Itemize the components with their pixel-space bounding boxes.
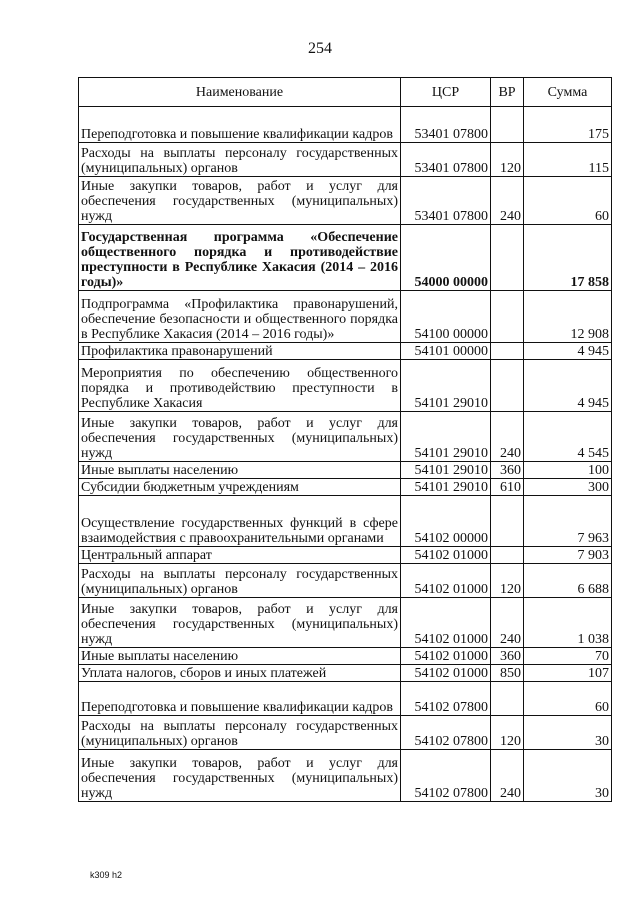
table-row xyxy=(79,564,612,598)
table-row xyxy=(79,547,612,564)
row-csr-cell: 54102 01000 xyxy=(401,547,491,564)
header-vr: ВР xyxy=(491,78,524,107)
row-sum-cell: 6 688 xyxy=(524,564,612,598)
row-csr-cell: 54102 01000 xyxy=(401,665,491,682)
row-vr-cell: 240 xyxy=(491,750,524,802)
row-sum-cell: 4 545 xyxy=(524,412,612,462)
row-name-cell: Центральный аппарат xyxy=(79,547,401,564)
row-sum-cell: 12 908 xyxy=(524,291,612,343)
table-row xyxy=(79,479,612,496)
row-sum-cell: 60 xyxy=(524,682,612,716)
row-csr-cell: 54102 00000 xyxy=(401,496,491,547)
row-vr-cell xyxy=(491,547,524,564)
table-row xyxy=(79,648,612,665)
table-row xyxy=(79,462,612,479)
row-vr-cell xyxy=(491,225,524,291)
row-csr-cell: 54102 01000 xyxy=(401,598,491,648)
row-sum-cell: 1 038 xyxy=(524,598,612,648)
row-vr-cell: 850 xyxy=(491,665,524,682)
row-vr-cell: 120 xyxy=(491,143,524,177)
table-row xyxy=(79,716,612,750)
page-number: 254 xyxy=(308,40,332,57)
row-name-cell: Подпрограмма «Профилактика правонарушений, обеспечение безопасности и общественного порядка в Республике Хакасия (2014 – 2016 годы)» xyxy=(79,291,401,343)
header-name: Наименование xyxy=(79,78,401,107)
table-row xyxy=(79,598,612,648)
row-name-cell: Профилактика правонарушений xyxy=(79,343,401,360)
table-row xyxy=(79,665,612,682)
row-name-cell: Расходы на выплаты персоналу государственных (муниципальных) органов xyxy=(79,564,401,598)
row-name-cell: Иные закупки товаров, работ и услуг для обеспечения государственных (муниципальных) нужд xyxy=(79,598,401,648)
row-vr-cell: 120 xyxy=(491,564,524,598)
row-vr-cell xyxy=(491,343,524,360)
row-name-cell: Иные закупки товаров, работ и услуг для обеспечения государственных (муниципальных) нужд xyxy=(79,412,401,462)
row-name-cell: Расходы на выплаты персоналу государственных (муниципальных) органов xyxy=(79,143,401,177)
budget-table xyxy=(78,77,612,802)
footer-code: k309 h2 xyxy=(90,870,123,880)
table-row xyxy=(79,682,612,716)
table-row xyxy=(79,343,612,360)
row-name-cell: Осуществление государственных функций в сфере взаимодействия с правоохранительными органами xyxy=(79,496,401,547)
row-sum-cell: 175 xyxy=(524,107,612,143)
row-vr-cell: 120 xyxy=(491,716,524,750)
table-row xyxy=(79,225,612,291)
row-name-cell: Мероприятия по обеспечению общественного порядка и противодействию преступности в Республике Хакасия xyxy=(79,360,401,412)
row-csr-cell: 54101 29010 xyxy=(401,360,491,412)
row-sum-cell: 17 858 xyxy=(524,225,612,291)
header-row xyxy=(79,78,612,107)
row-name-cell: Расходы на выплаты персоналу государственных (муниципальных) органов xyxy=(79,716,401,750)
row-name-cell: Переподготовка и повышение квалификации кадров xyxy=(79,682,401,716)
table-row xyxy=(79,360,612,412)
row-sum-cell: 300 xyxy=(524,479,612,496)
row-name-cell: Иные закупки товаров, работ и услуг для обеспечения государственных (муниципальных) нужд xyxy=(79,750,401,802)
table-row xyxy=(79,412,612,462)
row-vr-cell xyxy=(491,107,524,143)
row-name-cell: Уплата налогов, сборов и иных платежей xyxy=(79,665,401,682)
row-sum-cell: 100 xyxy=(524,462,612,479)
row-vr-cell xyxy=(491,682,524,716)
row-sum-cell: 70 xyxy=(524,648,612,665)
row-vr-cell: 610 xyxy=(491,479,524,496)
row-csr-cell: 54101 29010 xyxy=(401,479,491,496)
row-sum-cell: 4 945 xyxy=(524,343,612,360)
row-csr-cell: 54102 07800 xyxy=(401,750,491,802)
row-sum-cell: 107 xyxy=(524,665,612,682)
row-sum-cell: 30 xyxy=(524,750,612,802)
row-csr-cell: 54101 29010 xyxy=(401,412,491,462)
row-csr-cell: 54100 00000 xyxy=(401,291,491,343)
row-csr-cell: 54102 01000 xyxy=(401,648,491,665)
row-sum-cell: 4 945 xyxy=(524,360,612,412)
row-name-cell: Иные выплаты населению xyxy=(79,648,401,665)
row-sum-cell: 30 xyxy=(524,716,612,750)
table-row xyxy=(79,177,612,225)
row-sum-cell: 60 xyxy=(524,177,612,225)
row-name-cell: Государственная программа «Обеспечение общественного порядка и противодействие преступности в Республике Хакасия (2014 – 2016 годы)» xyxy=(79,225,401,291)
row-vr-cell: 240 xyxy=(491,412,524,462)
table-body xyxy=(79,107,612,802)
row-csr-cell: 54102 01000 xyxy=(401,564,491,598)
table-row xyxy=(79,750,612,802)
row-csr-cell: 54102 07800 xyxy=(401,716,491,750)
row-csr-cell: 54101 29010 xyxy=(401,462,491,479)
header-csr: ЦСР xyxy=(401,78,491,107)
row-vr-cell: 360 xyxy=(491,462,524,479)
row-sum-cell: 7 903 xyxy=(524,547,612,564)
table-row xyxy=(79,143,612,177)
row-name-cell: Иные выплаты населению xyxy=(79,462,401,479)
row-vr-cell xyxy=(491,496,524,547)
row-vr-cell: 240 xyxy=(491,177,524,225)
row-sum-cell: 115 xyxy=(524,143,612,177)
row-vr-cell xyxy=(491,291,524,343)
header-sum: Сумма xyxy=(524,78,612,107)
row-vr-cell xyxy=(491,360,524,412)
table-row xyxy=(79,496,612,547)
row-name-cell: Субсидии бюджетным учреждениям xyxy=(79,479,401,496)
row-sum-cell: 7 963 xyxy=(524,496,612,547)
row-vr-cell: 240 xyxy=(491,598,524,648)
row-name-cell: Переподготовка и повышение квалификации кадров xyxy=(79,107,401,143)
row-csr-cell: 54102 07800 xyxy=(401,682,491,716)
row-name-cell: Иные закупки товаров, работ и услуг для обеспечения государственных (муниципальных) нужд xyxy=(79,177,401,225)
row-csr-cell: 53401 07800 xyxy=(401,177,491,225)
table-row xyxy=(79,291,612,343)
row-csr-cell: 53401 07800 xyxy=(401,143,491,177)
row-csr-cell: 54101 00000 xyxy=(401,343,491,360)
row-csr-cell: 54000 00000 xyxy=(401,225,491,291)
row-csr-cell: 53401 07800 xyxy=(401,107,491,143)
table-row xyxy=(79,107,612,143)
row-vr-cell: 360 xyxy=(491,648,524,665)
